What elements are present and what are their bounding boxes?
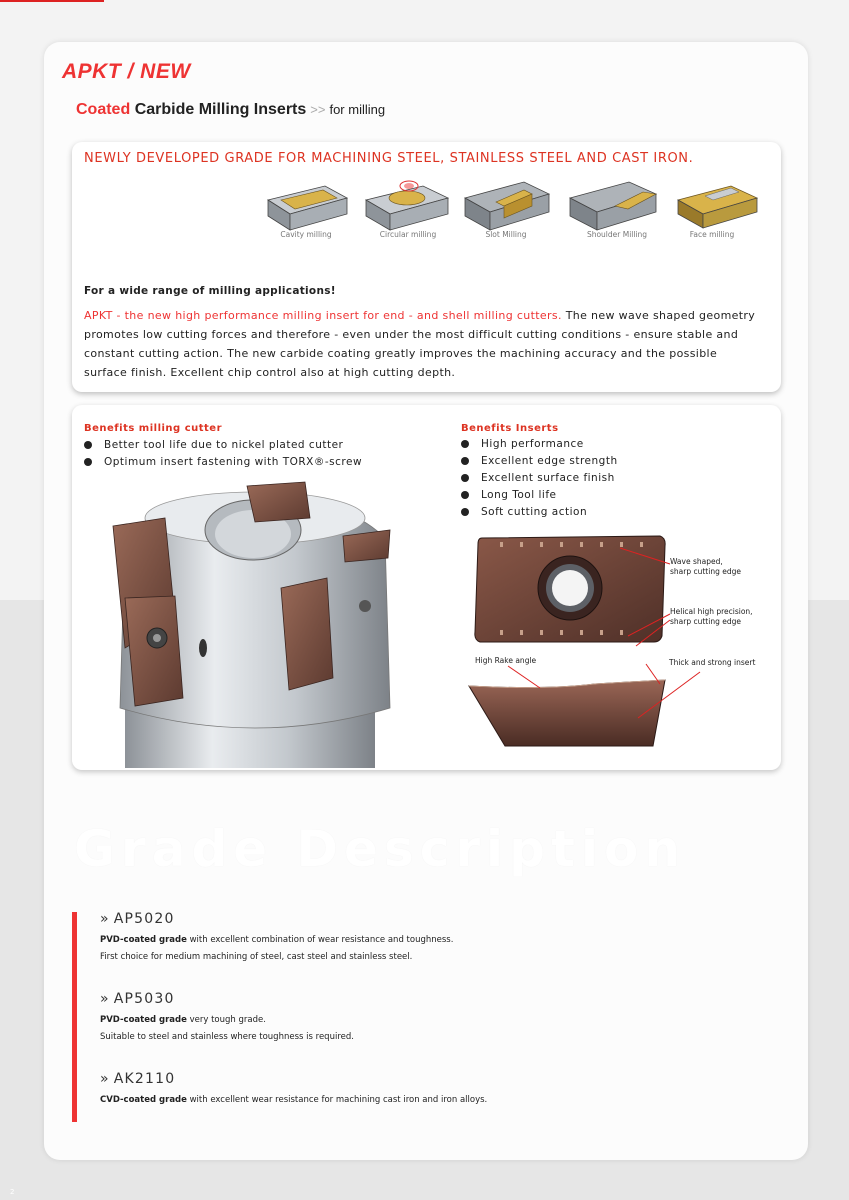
subtitle-tail: for milling xyxy=(329,102,386,117)
annotation-helical-line2: sharp cutting edge xyxy=(670,617,741,626)
list-item: Long Tool life xyxy=(461,487,618,504)
grade-name-ap5030: » AP5030 xyxy=(100,991,175,1007)
page-subtitle xyxy=(76,101,385,119)
benefits-cutter-list xyxy=(84,437,362,471)
list-item: Optimum insert fastening with TORX®-screw xyxy=(84,454,362,471)
annotation-rake: High Rake angle xyxy=(475,656,537,665)
subtitle-arrows: >> xyxy=(310,102,326,117)
benefits-inserts-list xyxy=(461,436,618,521)
subtitle-coated: Coated xyxy=(76,101,131,118)
panel-heading: NEWLY DEVELOPED GRADE FOR MACHINING STEEL, STAINLESS STEEL AND CAST IRON. xyxy=(84,151,694,166)
list-item: Soft cutting action xyxy=(461,504,618,521)
annotation-helical-line1: Helical high precision, xyxy=(670,607,753,616)
icon-label-shoulder: Shoulder Milling xyxy=(586,230,648,239)
milling-cutter-image xyxy=(105,478,405,768)
subtitle-product: Carbide Milling Inserts xyxy=(134,101,307,118)
annotation-wave-line1: Wave shaped, xyxy=(670,557,723,566)
list-item: Excellent surface finish xyxy=(461,470,618,487)
paragraph-body: The new wave shaped geometry promotes low cutting forces and therefore - even under the most difficult cutting conditions - ensure stable and constant cutting action. The new carbide coating greatly improves the machining accuracy and the possible surface finish. Excellent chip control also at high cutting depth. xyxy=(84,309,756,379)
list-item: Excellent edge strength xyxy=(461,453,618,470)
list-item: Better tool life due to nickel plated cutter xyxy=(84,437,362,454)
icon-label-cavity: Cavity milling xyxy=(280,230,332,239)
bullet-icon xyxy=(84,441,92,449)
annotation-thick: Thick and strong insert xyxy=(669,658,756,667)
panel-paragraph xyxy=(84,306,764,382)
chevron-right-icon: » xyxy=(100,991,110,1007)
grade-desc-ak2110-line1: CVD-coated grade with excellent wear resistance for machining cast iron and iron alloys. xyxy=(100,1095,488,1105)
grade-name-ap5020: » AP5020 xyxy=(100,911,175,927)
benefits-cutter-heading: Benefits milling cutter xyxy=(84,423,223,434)
paragraph-highlight: APKT - the new high performance milling insert for end - and shell milling cutters. xyxy=(84,309,562,322)
annotation-wave-line2: sharp cutting edge xyxy=(670,567,741,576)
bullet-icon xyxy=(461,491,469,499)
bullet-icon xyxy=(461,440,469,448)
grade-name-ak2110: » AK2110 xyxy=(100,1071,176,1087)
chevron-right-icon: » xyxy=(100,1071,110,1087)
grade-desc-ap5030-line1: PVD-coated grade very tough grade. xyxy=(100,1015,266,1025)
bullet-icon xyxy=(461,474,469,482)
bullet-icon xyxy=(461,457,469,465)
list-item: High performance xyxy=(461,436,618,453)
bullet-icon xyxy=(461,508,469,516)
grade-desc-ap5030-line2: Suitable to steel and stainless where toughness is required. xyxy=(100,1032,354,1042)
grade-desc-ap5020-line2: First choice for medium machining of steel, cast steel and stainless steel. xyxy=(100,952,413,962)
icon-label-slot: Slot Milling xyxy=(485,230,527,239)
panel-lead: For a wide range of milling applications! xyxy=(84,285,336,297)
top-accent-line xyxy=(0,0,104,2)
benefits-inserts-heading: Benefits Inserts xyxy=(461,423,559,434)
icon-label-circular: Circular milling xyxy=(379,230,437,239)
page-number: 2 xyxy=(10,1188,15,1196)
grade-desc-ap5020-line1: PVD-coated grade with excellent combination of wear resistance and toughness. xyxy=(100,935,454,945)
grade-description-watermark: Grade Description xyxy=(74,820,686,878)
grade-accent-bar xyxy=(72,912,77,1122)
bullet-icon xyxy=(84,458,92,466)
chevron-right-icon: » xyxy=(100,911,110,927)
page-title: APKT / NEW xyxy=(62,60,191,83)
icon-label-face: Face milling xyxy=(689,230,735,239)
